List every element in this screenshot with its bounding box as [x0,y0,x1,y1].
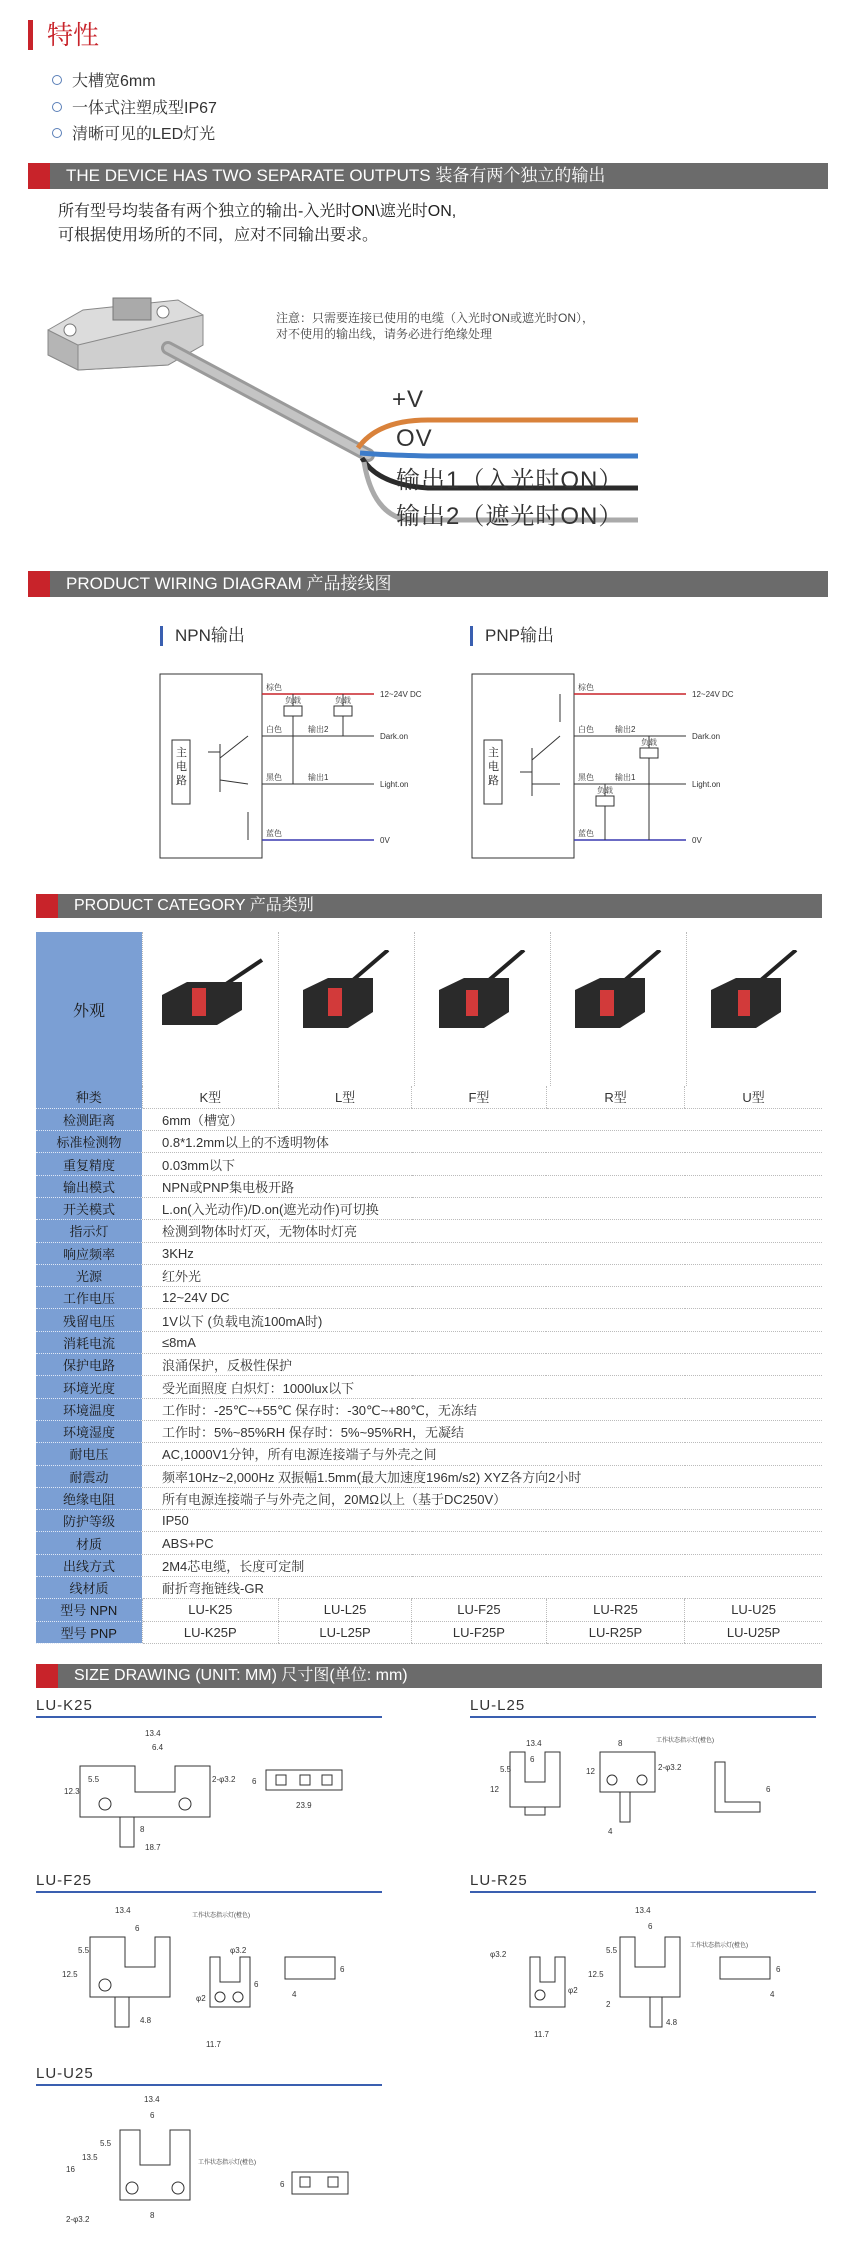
spec-row [36,1376,822,1398]
spec-row [36,1554,822,1576]
pnp-label: 0V [692,836,702,845]
npn-label: 12~24V DC [380,690,422,699]
dim-label: 23.9 [296,1801,312,1810]
wire-label-output2: 输出2（遮光时ON） [396,503,624,530]
drawing-r [470,1897,810,2057]
spec-label: 保护电路 [36,1354,142,1376]
dim-label: 12 [586,1767,595,1776]
spec-row [36,1398,822,1420]
spec-value: ABS+PC [142,1532,822,1554]
spec-value: AC,1000V1分钟，所有电源连接端子与外壳之间 [142,1443,822,1465]
indicator-note: 工作状态指示灯(橙色) [192,1913,250,1919]
dim-label: 13.4 [115,1906,131,1915]
spec-label: 残留电压 [36,1309,142,1331]
dim-label: 12.3 [64,1787,80,1796]
dim-label: 6 [766,1785,771,1794]
dim-label: 6 [776,1965,781,1974]
dim-label: 8 [618,1739,623,1748]
spec-value: ≤8mA [142,1331,822,1353]
spec-label: 绝缘电阻 [36,1487,142,1509]
pnp-label: 负载 [597,786,613,795]
dim-label: 2-φ3.2 [658,1763,682,1772]
spec-value: 受光面照度 白炽灯：1000lux以下 [142,1376,822,1398]
pnp-label: Light.on [692,780,721,789]
dim-label: 16 [66,2165,75,2174]
spec-value: 工作时：5%~85%RH 保存时：5%~95%RH，无凝结 [142,1420,822,1442]
type-cell: U型 [685,1086,822,1108]
dim-label: 4 [770,1990,775,1999]
spec-label: 光源 [36,1264,142,1286]
npn-label: 0V [380,836,390,845]
spec-value: 浪涌保护，反极性保护 [142,1354,822,1376]
dim-label: 5.5 [78,1946,90,1955]
feature-text: 清晰可见的LED灯光 [72,126,216,143]
type-cell: F型 [412,1086,547,1108]
pnp-label: 输出1 [615,773,636,782]
feature-text: 一体式注塑成型IP67 [72,100,217,117]
type-label: 种类 [36,1086,142,1108]
spec-table [36,1086,822,1644]
feature-item [52,95,217,118]
npn-label: 白色 [266,725,282,734]
wire-blue [360,453,638,456]
spec-value: 耐折弯拖链线-GR [142,1577,822,1599]
spec-row [36,1309,822,1331]
dim-label: 13.5 [82,2153,98,2162]
wiring-note [276,310,594,342]
npn-label: 输出1 [308,773,329,782]
outputs-description-line1: 所有型号均装备有两个独立的输出-入光时ON\遮光时ON, [58,203,457,220]
spec-label: 环境温度 [36,1398,142,1420]
dim-label: 6 [252,1777,257,1786]
npn-label: 黑色 [266,773,282,782]
pnp-title: PNP输出 [470,626,554,646]
npn-label: 蓝色 [266,829,282,838]
dim-label: 12.5 [588,1970,604,1979]
pnp-label: 黑色 [578,773,594,782]
spec-value: 2M4芯电缆，长度可定制 [142,1554,822,1576]
spec-row [36,1175,822,1197]
spec-value: 3KHz [142,1242,822,1264]
wire-label-0v: OV [396,425,433,452]
dim-label: 12.5 [62,1970,78,1979]
wire-label-output1: 输出1（入光时ON） [396,467,624,494]
dim-label: 2-φ3.2 [66,2215,90,2224]
pnp-label: 蓝色 [578,829,594,838]
dim-label: 11.7 [534,2030,549,2039]
drawing-l [470,1722,810,1852]
spec-value: 频率10Hz~2,000Hz 双振幅1.5mm(最大加速度196m/s2) XYZ各方向2小时 [142,1465,822,1487]
pnp-main-circuit: 主电路 [488,747,499,787]
spec-label: 防护等级 [36,1510,142,1532]
indicator-note: 工作状态指示灯(橙色) [656,1738,714,1744]
pnp-label: 棕色 [578,683,594,692]
dim-label: 5.5 [500,1765,512,1774]
feature-item [52,68,156,91]
note-line: 注意：只需要连接已使用的电缆（入光时ON或遮光时ON）， [276,311,595,325]
drawing-title-f: LU-F25 [36,1872,382,1893]
spec-row [36,1220,822,1242]
dim-label: 6 [648,1922,653,1931]
dim-label: 5.5 [88,1775,100,1784]
drawing-title-k: LU-K25 [36,1697,382,1718]
spec-value: 0.03mm以下 [142,1153,822,1175]
page-title: 特性 [28,20,99,50]
pnp-label: 负载 [641,738,657,747]
spec-row [36,1487,822,1509]
section-bar-outputs: THE DEVICE HAS TWO SEPARATE OUTPUTS 装备有两个独立的输出 [28,163,828,189]
dim-label: 5.5 [606,1946,618,1955]
model-cell: LU-R25 [546,1599,684,1621]
spec-label: 重复精度 [36,1153,142,1175]
appearance-label: 外观 [36,932,142,1086]
spec-value: IP50 [142,1510,822,1532]
spec-label: 环境光度 [36,1376,142,1398]
spec-value: 检测到物体时灯灭，无物体时灯亮 [142,1220,822,1242]
spec-row [36,1331,822,1353]
npn-label: Dark.on [380,732,409,741]
type-row [36,1086,822,1108]
dim-label: 8 [150,2211,155,2220]
dim-label: 8 [140,1825,145,1834]
spec-row [36,1197,822,1219]
sensor-l-icon [303,950,388,1028]
spec-label: 检测距离 [36,1108,142,1130]
drawing-f [60,1897,390,2057]
npn-label: 负载 [285,696,301,705]
pnp-label: 输出2 [615,725,636,734]
spec-value: NPN或PNP集电极开路 [142,1175,822,1197]
model-cell: LU-L25P [279,1621,412,1643]
model-cell: LU-R25P [546,1621,684,1643]
dim-label: 4.8 [140,2016,152,2025]
model-label: 型号 PNP [36,1621,142,1643]
spec-value: 1V以下 (负载电流100mA时) [142,1309,822,1331]
spec-label: 开关模式 [36,1197,142,1219]
spec-row [36,1532,822,1554]
npn-label: 棕色 [266,683,282,692]
dim-label: 13.4 [144,2095,160,2104]
npn-label: 负载 [335,696,351,705]
dim-label: 13.4 [635,1906,651,1915]
dim-label: φ3.2 [490,1950,507,1959]
dim-label: 2-φ3.2 [212,1775,236,1784]
pnp-wiring-diagram [470,672,770,862]
spec-row [36,1153,822,1175]
npn-wiring-diagram [158,672,458,862]
spec-label: 环境湿度 [36,1420,142,1442]
circle-bullet-icon [52,75,62,85]
dim-label: 4 [292,1990,297,1999]
dim-label: 6 [340,1965,345,1974]
spec-row [36,1465,822,1487]
npn-main-circuit: 主电路 [176,747,187,787]
spec-value: 6mm（槽宽） [142,1108,822,1130]
circle-bullet-icon [52,102,62,112]
spec-label: 指示灯 [36,1220,142,1242]
dim-label: φ2 [568,1986,578,1995]
model-cell: LU-U25 [685,1599,822,1621]
spec-row [36,1108,822,1130]
section-bar-size: SIZE DRAWING (UNIT: MM) 尺寸图(单位: mm) [36,1664,822,1688]
note-line: 对不使用的输出线，请务必进行绝缘处理 [276,327,493,341]
dim-label: φ2 [196,1994,206,2003]
dim-label: 18.7 [145,1843,161,1852]
spec-label: 线材质 [36,1577,142,1599]
dim-label: 12 [490,1785,499,1794]
drawing-k [60,1722,390,1852]
spec-label: 工作电压 [36,1287,142,1309]
model-cell: LU-U25P [685,1621,822,1643]
drawing-title-u: LU-U25 [36,2065,382,2086]
model-cell: LU-F25P [412,1621,547,1643]
spec-value: 工作时：-25℃~+55℃ 保存时：-30℃~+80℃，无冻结 [142,1398,822,1420]
spec-label: 出线方式 [36,1554,142,1576]
indicator-note: 工作状态指示灯(橙色) [198,2160,256,2166]
npn-label: 输出2 [308,725,329,734]
dim-label: 6 [254,1980,259,1989]
type-cell: R型 [546,1086,684,1108]
dim-label: 2 [606,2000,611,2009]
spec-row [36,1577,822,1599]
spec-label: 标准检测物 [36,1131,142,1153]
spec-row [36,1443,822,1465]
spec-value: 12~24V DC [142,1287,822,1309]
drawing-title-l: LU-L25 [470,1697,816,1718]
dim-label: 13.4 [145,1729,161,1738]
spec-label: 耐电压 [36,1443,142,1465]
dim-label: 13.4 [526,1739,542,1748]
section-bar-wiring: PRODUCT WIRING DIAGRAM 产品接线图 [28,571,828,597]
model-cell: LU-K25P [142,1621,279,1643]
section-bar-category: PRODUCT CATEGORY 产品类别 [36,894,822,918]
npn-model-row [36,1599,822,1621]
outputs-description-line2: 可根据使用场所的不同，应对不同输出要求。 [58,227,379,244]
model-cell: LU-L25 [279,1599,412,1621]
wire-label-plus-v: +V [392,386,425,413]
type-cell: L型 [279,1086,412,1108]
dim-label: 6 [280,2180,285,2189]
spec-row [36,1510,822,1532]
spec-value: 所有电源连接端子与外壳之间，20MΩ以上（基于DC250V） [142,1487,822,1509]
type-cell: K型 [142,1086,279,1108]
indicator-note: 工作状态指示灯(橙色) [690,1943,748,1949]
spec-row [36,1242,822,1264]
sensor-k-icon [162,960,262,1025]
circle-bullet-icon [52,128,62,138]
pnp-label: 白色 [578,725,594,734]
spec-value: 红外光 [142,1264,822,1286]
dim-label: 6 [135,1924,140,1933]
dim-label: 4.8 [666,2018,678,2027]
dim-label: 4 [608,1827,613,1836]
dim-label: 6 [530,1755,535,1764]
npn-label: Light.on [380,780,409,789]
product-photos [142,950,822,1060]
sensor-f-icon [439,950,524,1028]
dim-label: φ3.2 [230,1946,247,1955]
sensor-u-icon [711,950,796,1028]
feature-text: 大槽宽6mm [72,73,156,90]
spec-row [36,1287,822,1309]
pnp-label: Dark.on [692,732,721,741]
spec-value: 0.8*1.2mm以上的不透明物体 [142,1131,822,1153]
spec-label: 材质 [36,1532,142,1554]
pnp-model-row [36,1621,822,1643]
spec-row [36,1420,822,1442]
dim-label: 6.4 [152,1743,164,1752]
dim-label: 5.5 [100,2139,112,2148]
spec-label: 耐震动 [36,1465,142,1487]
spec-row [36,1131,822,1153]
model-label: 型号 NPN [36,1599,142,1621]
dim-label: 6 [150,2111,155,2120]
spec-label: 响应频率 [36,1242,142,1264]
spec-label: 输出模式 [36,1175,142,1197]
pnp-label: 12~24V DC [692,690,734,699]
npn-title: NPN输出 [160,626,245,646]
spec-row [36,1354,822,1376]
spec-value: L.on(入光动作)/D.on(遮光动作)可切换 [142,1197,822,1219]
feature-item [52,121,215,144]
model-cell: LU-K25 [142,1599,279,1621]
dim-label: 11.7 [206,2040,221,2049]
drawing-u [60,2090,390,2230]
spec-row [36,1264,822,1286]
sensor-r-icon [575,950,660,1028]
model-cell: LU-F25 [412,1599,547,1621]
drawing-title-r: LU-R25 [470,1872,816,1893]
spec-label: 消耗电流 [36,1331,142,1353]
